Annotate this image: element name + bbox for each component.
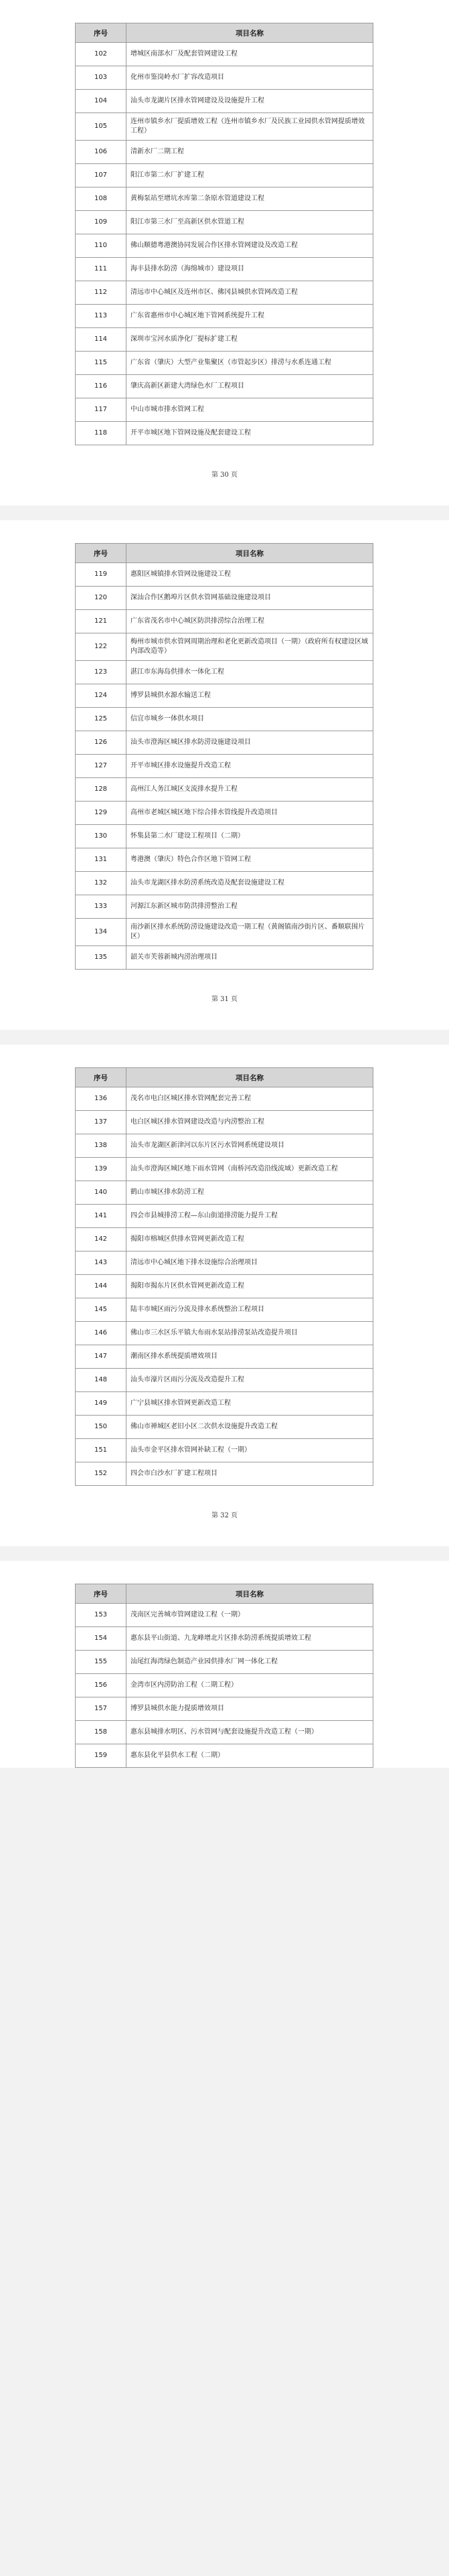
table-row xyxy=(76,1275,373,1298)
table-row xyxy=(76,352,373,375)
table-header-row xyxy=(76,1584,373,1604)
row-number: 114 xyxy=(76,328,126,352)
project-name: 揭阳市揭东片区供水管网更新改造工程 xyxy=(126,1275,373,1298)
row-number: 148 xyxy=(76,1369,126,1392)
project-name: 阳江市第三水厂至高新区供水管道工程 xyxy=(126,211,373,234)
column-header-project-name: 项目名称 xyxy=(126,1584,373,1604)
table-row xyxy=(76,1298,373,1322)
row-number: 145 xyxy=(76,1298,126,1322)
table-row xyxy=(76,1697,373,1721)
table-row xyxy=(76,1744,373,1768)
project-name: 汕头市龙湖区新津河以东片区污水管网系统建设项目 xyxy=(126,1134,373,1158)
row-number: 135 xyxy=(76,946,126,970)
page-number-footer: 第 32 页 xyxy=(211,1512,238,1519)
project-name: 海丰县排水防涝（海绵城市）建设项目 xyxy=(126,258,373,281)
project-name: 清远市中心城区及连州市区、佛冈县城供水管网改造工程 xyxy=(126,281,373,305)
column-header-number: 序号 xyxy=(76,544,126,563)
table-row xyxy=(76,919,373,946)
project-name: 汕头市濠片区雨污分流及改造提升工程 xyxy=(126,1369,373,1392)
row-number: 129 xyxy=(76,802,126,825)
row-number: 116 xyxy=(76,375,126,398)
project-name: 清新水厂二期工程 xyxy=(126,141,373,164)
table-row xyxy=(76,1369,373,1392)
row-number: 159 xyxy=(76,1744,126,1768)
column-header-project-name: 项目名称 xyxy=(126,1068,373,1087)
project-name: 汕头市澄海区城区地下雨水管网（南桥河改造沿线流域）更新改造工程 xyxy=(126,1158,373,1181)
project-name: 揭阳市榕城区供排水管网更新改造工程 xyxy=(126,1228,373,1252)
column-header-project-name: 项目名称 xyxy=(126,23,373,43)
table-row xyxy=(76,141,373,164)
row-number: 141 xyxy=(76,1205,126,1228)
project-name: 高州江人务江城区支流排水提升工程 xyxy=(126,778,373,802)
project-name: 黄梅泵站至增坑水库第二条原水管道建设工程 xyxy=(126,187,373,211)
table-row xyxy=(76,113,373,141)
project-name: 鹤山市城区排水防涝工程 xyxy=(126,1181,373,1205)
project-name: 惠东县平山街道、九龙峰增北片区排水防涝系统提质增效工程 xyxy=(126,1627,373,1651)
page-number-footer: 第 30 页 xyxy=(211,471,238,479)
row-number: 152 xyxy=(76,1462,126,1486)
project-name: 惠东县化平县供水工程（二期） xyxy=(126,1744,373,1768)
project-name: 茂南区完善城市管网建设工程（一期） xyxy=(126,1604,373,1627)
table-row xyxy=(76,1721,373,1744)
table-row xyxy=(76,211,373,234)
table-row xyxy=(76,1252,373,1275)
table-row xyxy=(76,1627,373,1651)
row-number: 125 xyxy=(76,708,126,731)
document-page xyxy=(0,520,449,1030)
table-header-row xyxy=(76,544,373,563)
row-number: 157 xyxy=(76,1697,126,1721)
table-row xyxy=(76,1462,373,1486)
row-number: 142 xyxy=(76,1228,126,1252)
page-number-footer: 第 31 页 xyxy=(211,996,238,1003)
project-name: 湛江市东海岛供排水一体化工程 xyxy=(126,661,373,684)
table-row xyxy=(76,305,373,328)
table-row xyxy=(76,422,373,445)
project-name: 中山市城市排水管网工程 xyxy=(126,398,373,422)
row-number: 146 xyxy=(76,1322,126,1345)
column-header-project-name: 项目名称 xyxy=(126,544,373,563)
table-row xyxy=(76,563,373,587)
project-name: 开平市城区排水设施提升改造工程 xyxy=(126,755,373,778)
row-number: 112 xyxy=(76,281,126,305)
table-row xyxy=(76,610,373,633)
project-table xyxy=(75,1067,373,1486)
table-row xyxy=(76,1205,373,1228)
table-row xyxy=(76,328,373,352)
column-header-number: 序号 xyxy=(76,1584,126,1604)
project-name: 广东省（肇庆）大型产业集聚区（市管起步区）排涝与水系连通工程 xyxy=(126,352,373,375)
table-row xyxy=(76,633,373,661)
table-row xyxy=(76,258,373,281)
project-name: 河源江东新区城市防洪排涝整治工程 xyxy=(126,895,373,919)
row-number: 149 xyxy=(76,1392,126,1416)
row-number: 122 xyxy=(76,633,126,661)
table-row xyxy=(76,375,373,398)
column-header-number: 序号 xyxy=(76,23,126,43)
project-name: 佛山市禅城区老旧小区二次供水设施提升改造工程 xyxy=(126,1416,373,1439)
table-row xyxy=(76,1651,373,1674)
table-row xyxy=(76,234,373,258)
project-name: 汕尾红海湾绿色制造产业园供排水厂网一体化工程 xyxy=(126,1651,373,1674)
row-number: 131 xyxy=(76,848,126,872)
row-number: 154 xyxy=(76,1627,126,1651)
row-number: 150 xyxy=(76,1416,126,1439)
row-number: 117 xyxy=(76,398,126,422)
table-row xyxy=(76,90,373,113)
table-row xyxy=(76,946,373,970)
row-number: 108 xyxy=(76,187,126,211)
project-name: 信宜市城乡一体供水项目 xyxy=(126,708,373,731)
table-row xyxy=(76,1322,373,1345)
row-number: 119 xyxy=(76,563,126,587)
project-name: 深汕合作区鹅埠片区供水管网基础设施建设项目 xyxy=(126,587,373,610)
project-table xyxy=(75,23,373,445)
project-name: 梅州市城市供水管网周期治理和老化更新改造项目（一期）（政府所有权建设区域内部改造等） xyxy=(126,633,373,661)
project-name: 佛山顺德粤港澳协同发展合作区排水管网建设及改造工程 xyxy=(126,234,373,258)
project-table xyxy=(75,1584,373,1768)
row-number: 140 xyxy=(76,1181,126,1205)
table-row xyxy=(76,187,373,211)
table-header-row xyxy=(76,23,373,43)
project-name: 化州市鉴岗岭水厂扩容改造项目 xyxy=(126,66,373,90)
row-number: 123 xyxy=(76,661,126,684)
row-number: 109 xyxy=(76,211,126,234)
table-row xyxy=(76,1439,373,1462)
row-number: 138 xyxy=(76,1134,126,1158)
row-number: 132 xyxy=(76,872,126,895)
table-row xyxy=(76,1416,373,1439)
table-row xyxy=(76,587,373,610)
document-page xyxy=(0,0,449,506)
project-name: 南沙新区排水系统防涝设施建设改造一期工程（黄阁镇南沙街片区、番顺联围片区） xyxy=(126,919,373,946)
table-row xyxy=(76,1228,373,1252)
project-name: 增城区南部水厂及配套管网建设工程 xyxy=(126,43,373,66)
table-row xyxy=(76,1111,373,1134)
row-number: 110 xyxy=(76,234,126,258)
project-name: 电白区城区排水管网建设改造与内涝整治工程 xyxy=(126,1111,373,1134)
row-number: 104 xyxy=(76,90,126,113)
row-number: 106 xyxy=(76,141,126,164)
row-number: 113 xyxy=(76,305,126,328)
project-name: 怀集县第二水厂建设工程项目（二期） xyxy=(126,825,373,848)
project-name: 深圳市宝河水质净化厂提标扩建工程 xyxy=(126,328,373,352)
table-row xyxy=(76,755,373,778)
row-number: 105 xyxy=(76,113,126,141)
table-row xyxy=(76,1604,373,1627)
table-row xyxy=(76,802,373,825)
project-name: 韶关市芙蓉新城内涝治理项目 xyxy=(126,946,373,970)
project-name: 四会市白沙水厂扩建工程项目 xyxy=(126,1462,373,1486)
row-number: 143 xyxy=(76,1252,126,1275)
project-name: 四会市县城排涝工程—东山街道排涝能力提升工程 xyxy=(126,1205,373,1228)
project-name: 佛山市三水区乐平镇大布雨水泵站排涝泵站改造提升项目 xyxy=(126,1322,373,1345)
row-number: 139 xyxy=(76,1158,126,1181)
row-number: 136 xyxy=(76,1087,126,1111)
row-number: 144 xyxy=(76,1275,126,1298)
project-name: 博罗县城供水源水输送工程 xyxy=(126,684,373,708)
project-name: 清远市中心城区地下排水设施综合治理项目 xyxy=(126,1252,373,1275)
row-number: 126 xyxy=(76,731,126,755)
row-number: 130 xyxy=(76,825,126,848)
project-name: 金湾市区内涝防治工程（二期工程） xyxy=(126,1674,373,1697)
project-name: 茂名市电白区城区排水管网配套完善工程 xyxy=(126,1087,373,1111)
row-number: 156 xyxy=(76,1674,126,1697)
table-row xyxy=(76,731,373,755)
row-number: 153 xyxy=(76,1604,126,1627)
table-row xyxy=(76,66,373,90)
row-number: 102 xyxy=(76,43,126,66)
row-number: 147 xyxy=(76,1345,126,1369)
table-row xyxy=(76,848,373,872)
row-number: 121 xyxy=(76,610,126,633)
project-name: 惠阳区城镇排水管网设施建设工程 xyxy=(126,563,373,587)
row-number: 118 xyxy=(76,422,126,445)
table-row xyxy=(76,1158,373,1181)
row-number: 134 xyxy=(76,919,126,946)
table-row xyxy=(76,825,373,848)
table-row xyxy=(76,1674,373,1697)
column-header-number: 序号 xyxy=(76,1068,126,1087)
row-number: 128 xyxy=(76,778,126,802)
project-name: 惠东县城排水明区、污水管网与配套设施提升改造工程（一期） xyxy=(126,1721,373,1744)
project-name: 肇庆高新区新建大湾绿色水厂工程项目 xyxy=(126,375,373,398)
project-name: 开平市城区地下管网设施及配套建设工程 xyxy=(126,422,373,445)
table-row xyxy=(76,164,373,187)
row-number: 137 xyxy=(76,1111,126,1134)
project-name: 汕头市澄海区城区排水防涝设施建设项目 xyxy=(126,731,373,755)
table-row xyxy=(76,1392,373,1416)
table-row xyxy=(76,1181,373,1205)
project-name: 高州市老城区城区地下综合排水管线提升改造项目 xyxy=(126,802,373,825)
project-name: 汕头市龙湖片区排水管网建设及设施提升工程 xyxy=(126,90,373,113)
document-page xyxy=(0,1561,449,1768)
row-number: 124 xyxy=(76,684,126,708)
row-number: 158 xyxy=(76,1721,126,1744)
document-page xyxy=(0,1045,449,1546)
row-number: 120 xyxy=(76,587,126,610)
table-row xyxy=(76,1345,373,1369)
project-name: 连州市镇乡水厂提质增效工程（连州市镇乡水厂及民族工业园供水管网提质增效工程） xyxy=(126,113,373,141)
project-name: 潮南区排水系统提质增效项目 xyxy=(126,1345,373,1369)
table-row xyxy=(76,281,373,305)
row-number: 107 xyxy=(76,164,126,187)
table-row xyxy=(76,661,373,684)
row-number: 155 xyxy=(76,1651,126,1674)
project-name: 陆丰市城区雨污分流及排水系统整治工程项目 xyxy=(126,1298,373,1322)
table-row xyxy=(76,398,373,422)
table-row xyxy=(76,778,373,802)
row-number: 111 xyxy=(76,258,126,281)
project-table xyxy=(75,543,373,970)
table-header-row xyxy=(76,1068,373,1087)
row-number: 151 xyxy=(76,1439,126,1462)
table-row xyxy=(76,708,373,731)
project-name: 汕头市金平区排水管网补缺工程（一期） xyxy=(126,1439,373,1462)
project-name: 广东省惠州市中心城区地下管网系统提升工程 xyxy=(126,305,373,328)
project-name: 广宁县城区排水管网更新改造工程 xyxy=(126,1392,373,1416)
table-row xyxy=(76,895,373,919)
project-name: 广东省茂名市中心城区防洪排涝综合治理工程 xyxy=(126,610,373,633)
table-row xyxy=(76,872,373,895)
project-name: 粤港澳（肇庆）特色合作区地下管网工程 xyxy=(126,848,373,872)
row-number: 103 xyxy=(76,66,126,90)
project-name: 汕头市龙湖区排水防涝系统改造及配套设施建设工程 xyxy=(126,872,373,895)
row-number: 115 xyxy=(76,352,126,375)
row-number: 127 xyxy=(76,755,126,778)
row-number: 133 xyxy=(76,895,126,919)
project-name: 阳江市第二水厂扩建工程 xyxy=(126,164,373,187)
table-row xyxy=(76,1134,373,1158)
table-row xyxy=(76,1087,373,1111)
table-row xyxy=(76,43,373,66)
project-name: 博罗县城供水能力提质增效项目 xyxy=(126,1697,373,1721)
table-row xyxy=(76,684,373,708)
